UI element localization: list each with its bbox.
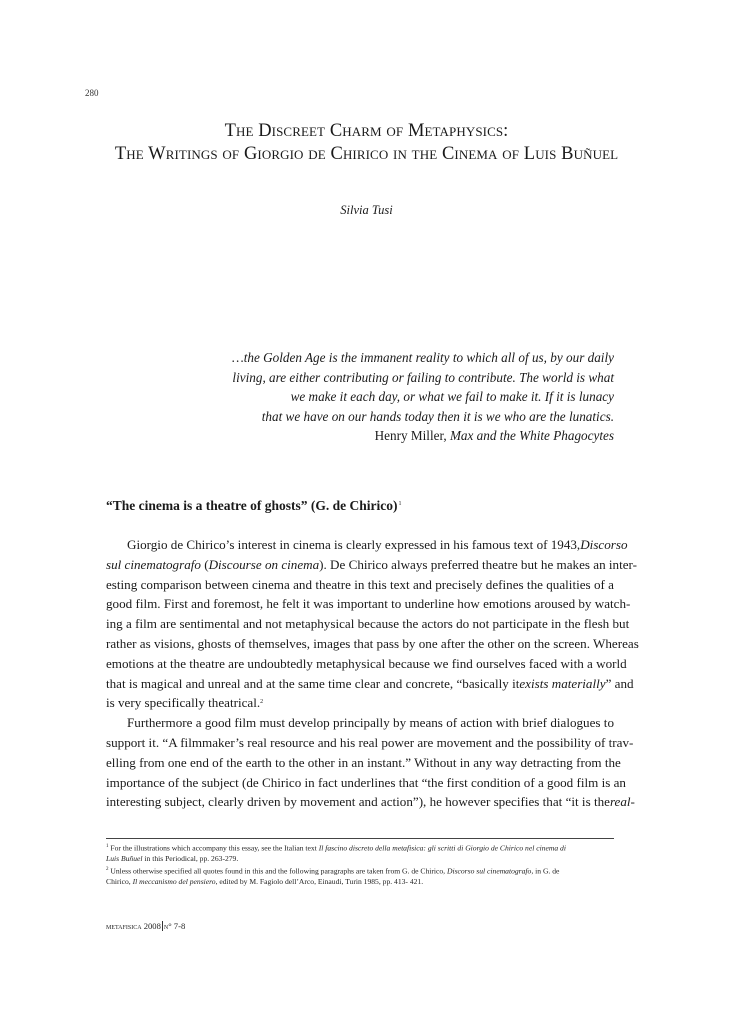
- text-line: good film. First and foremost, he felt it was important to underline how emotions aroused by watch-: [106, 596, 631, 612]
- text-span: that is magical and unreal and at the same time clear and concrete, “basically it: [106, 675, 520, 691]
- footnote-number: 1: [106, 844, 109, 849]
- journal-name: metafisica: [106, 922, 142, 931]
- journal-issue: n° 7-8: [163, 921, 186, 931]
- epigraph-line: living, are either contributing or failing to contribute. The world is what: [232, 369, 614, 385]
- title-line-1: The Discreet Charm of Metaphysics:: [224, 121, 509, 141]
- text-line: support it. “A filmmaker’s real resource and his real power are movement and the possibility of trav-: [106, 734, 634, 750]
- text-span: , edited by M. Fagiolo dell’Arco, Einaudi, Turin 1985, pp. 413- 421.: [215, 876, 424, 886]
- text-span: [106, 555, 637, 575]
- text-span: For the illustrations which accompany this essay, see the Italian text: [108, 843, 319, 853]
- text-span: in this Periodical, pp. 263-279.: [142, 854, 239, 864]
- page-number: 280: [85, 88, 99, 98]
- italic-emphasis: real-: [609, 794, 635, 810]
- text-span: ” and: [605, 675, 634, 691]
- footnote-ref[interactable]: 1: [398, 500, 402, 507]
- text-line: [106, 535, 628, 555]
- footnote-number: 2: [106, 866, 109, 872]
- text-line: esting comparison between cinema and theatre in this text and precisely defines the qualities of a: [106, 576, 614, 592]
- text-line: [106, 693, 614, 713]
- text-span: Giorgio de Chirico’s interest in cinema is clearly expressed in his famous text of 1943,: [127, 537, 581, 552]
- footnote-2-cont: [106, 877, 614, 888]
- italic-title: Luis Buñuel: [106, 854, 143, 864]
- article-title: [60, 120, 673, 166]
- text-span: , in G. de: [531, 866, 560, 876]
- epigraph-line: that we have on our hands today then it is we who are the lunatics.: [261, 408, 614, 424]
- text-line: ing a film are sentimental and not metaphysical because the actors do not participate in the flesh but: [106, 616, 630, 632]
- journal-year: 2008: [143, 921, 161, 931]
- italic-title: Discorso: [580, 537, 628, 552]
- italic-title: sul cinematografo: [106, 556, 201, 572]
- text-line: [106, 792, 635, 812]
- footnotes: [106, 842, 614, 887]
- text-line: [106, 555, 637, 575]
- text-span: Chirico,: [106, 876, 133, 886]
- text-span: (: [200, 556, 209, 572]
- epigraph: [174, 348, 614, 446]
- text-line: emotions at the theatre are undoubtedly metaphysical because we find ourselves faced with a world: [106, 655, 627, 671]
- italic-title: Il fascino discreto della metafisica: gli scritti di Giorgio de Chirico nel cinema di: [318, 843, 566, 853]
- text-span: interesting subject, clearly driven by movement and action”), he however specifies that “it is the: [106, 794, 610, 810]
- italic-title: Il meccanismo del pensiero: [132, 876, 216, 886]
- text-span: ). De Chirico always preferred theatre but he makes an inter-: [319, 556, 637, 572]
- epigraph-line: …the Golden Age is the immanent reality to which all of us, by our daily: [231, 350, 614, 365]
- page-footer: [106, 921, 185, 931]
- section-heading-text: “The cinema is a theatre of ghosts” (G. de Chirico): [106, 498, 398, 513]
- footnote-divider: [106, 838, 614, 839]
- footnote-1: [106, 842, 614, 854]
- footnote-ref[interactable]: 2: [260, 699, 264, 706]
- epigraph-line: we make it each day, or what we fail to make it. If it is lunacy: [290, 389, 614, 405]
- title-line-2: The Writings of Giorgio de Chirico in the Cinema of Luis Buñuel: [114, 144, 619, 164]
- text-line: rather as visions, ghosts of themselves, images that pass by one after the other on the screen. Whereas: [106, 635, 639, 651]
- text-span: is very specifically theatrical.: [106, 695, 261, 711]
- footer-divider: [162, 921, 163, 931]
- text-line: [106, 674, 634, 694]
- epigraph-attribution: [174, 426, 614, 446]
- italic-title: Discourse on cinema: [208, 556, 320, 572]
- body-text: [106, 535, 639, 812]
- italic-title: Discorso sul cinematografo: [446, 866, 532, 876]
- section-heading: [106, 498, 401, 514]
- text-span: Unless otherwise specified all quotes found in this and the following paragraphs are taken from G. de Chirico,: [108, 866, 447, 876]
- footnote-2: [106, 865, 614, 877]
- text-line: elling from one end of the earth to the other in an instant.” Without in any way detracting from the: [106, 754, 621, 770]
- attribution-author: Henry Miller,: [374, 428, 447, 444]
- text-line: importance of the subject (de Chirico in fact underlines that “the first condition of a good film is an: [106, 774, 626, 790]
- italic-emphasis: exists materially: [519, 675, 606, 691]
- footnote-1-cont: [106, 854, 614, 865]
- attribution-work: Max and the White Phagocytes: [449, 428, 614, 444]
- text-line: Furthermore a good film must develop principally by means of action with brief dialogues to: [127, 715, 614, 731]
- author-name: Silvia Tusi: [340, 203, 393, 217]
- text-span: [519, 674, 633, 694]
